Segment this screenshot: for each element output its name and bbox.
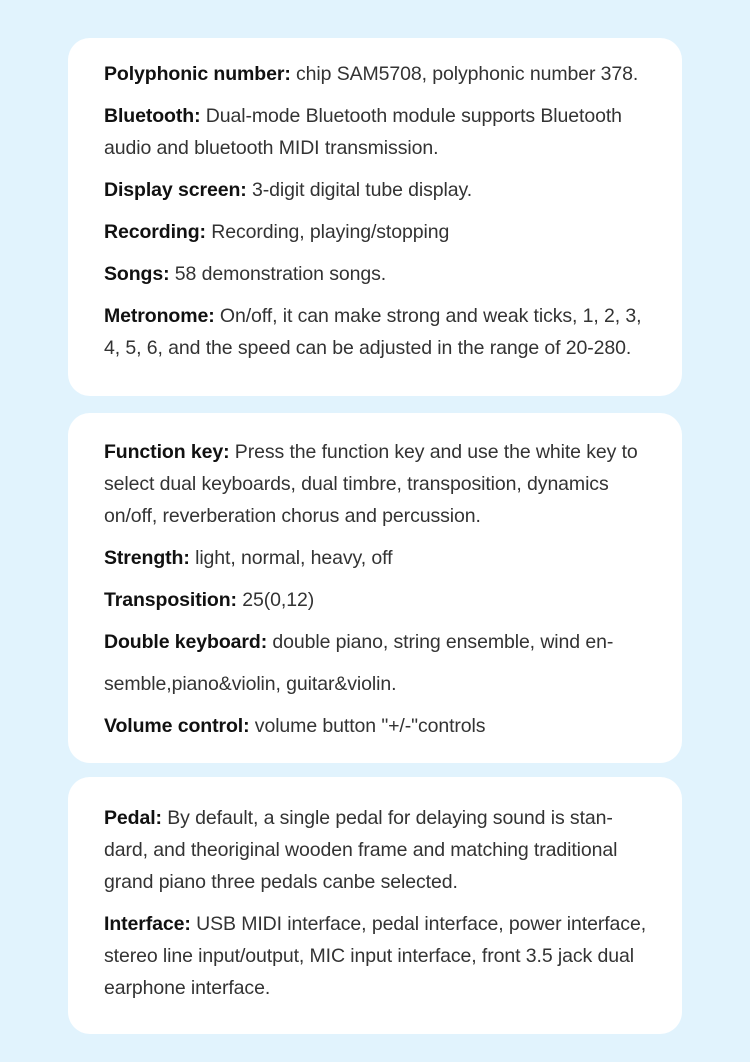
spec-label: Double keyboard: xyxy=(104,631,268,653)
spec-card-general xyxy=(68,38,682,396)
spec-label: Pedal: xyxy=(104,807,162,829)
spec-function-key xyxy=(104,436,652,532)
spec-strength xyxy=(104,542,652,574)
spec-value: Dual-mode Bluetooth module supports Bluetooth audio and bluetooth MIDI transmission. xyxy=(104,105,622,159)
spec-value: Press the function key and use the white key to select dual keyboards, dual timbre, transposition, dynamics on/off, reverberation chorus and percussion. xyxy=(104,441,638,527)
spec-pedal xyxy=(104,802,652,898)
spec-label: Polyphonic number: xyxy=(104,63,291,85)
spec-value: 58 demonstration songs. xyxy=(169,263,387,285)
spec-label: Recording: xyxy=(104,221,206,243)
spec-card-hardware xyxy=(68,777,682,1034)
spec-label: Interface: xyxy=(104,913,191,935)
spec-value: On/off, it can make strong and weak ticks, 1, 2, 3, 4, 5, 6, and the speed can be adjusted in the range of 20-280. xyxy=(104,305,642,359)
spec-value: USB MIDI interface, pedal interface, power interface, stereo line input/output, MIC input interface, front 3.5 jack dual earphone interface. xyxy=(104,913,647,999)
spec-value: 25(0,12) xyxy=(236,589,315,611)
spec-label: Songs: xyxy=(104,263,170,285)
spec-label: Function key: xyxy=(104,441,230,463)
spec-value: 3-digit digital tube display. xyxy=(246,179,473,201)
spec-value: double piano, string ensemble, wind en-semble,piano&violin, guitar&violin. xyxy=(104,631,614,695)
spec-label: Display screen: xyxy=(104,179,247,201)
spec-transposition xyxy=(104,584,652,616)
spec-label: Transposition: xyxy=(104,589,237,611)
spec-label: Strength: xyxy=(104,547,190,569)
spec-value: Recording, playing/stopping xyxy=(205,221,450,243)
spec-display-screen xyxy=(104,174,652,206)
spec-recording xyxy=(104,216,652,248)
spec-songs xyxy=(104,258,652,290)
spec-value: light, normal, heavy, off xyxy=(189,547,393,569)
spec-volume-control xyxy=(104,710,652,742)
spec-label: Bluetooth: xyxy=(104,105,201,127)
spec-label: Metronome: xyxy=(104,305,215,327)
spec-bluetooth xyxy=(104,100,652,164)
spec-interface xyxy=(104,908,652,1004)
spec-double-keyboard xyxy=(104,621,652,705)
spec-polyphonic xyxy=(104,58,652,90)
spec-value: volume button "+/-"controls xyxy=(249,715,486,737)
spec-value: chip SAM5708, polyphonic number 378. xyxy=(290,63,639,85)
spec-metronome xyxy=(104,300,652,364)
spec-card-functions xyxy=(68,413,682,763)
spec-label: Volume control: xyxy=(104,715,250,737)
spec-value: By default, a single pedal for delaying sound is stan-dard, and theoriginal wooden frame and matching traditional grand piano three pedals canbe selected. xyxy=(104,807,618,893)
